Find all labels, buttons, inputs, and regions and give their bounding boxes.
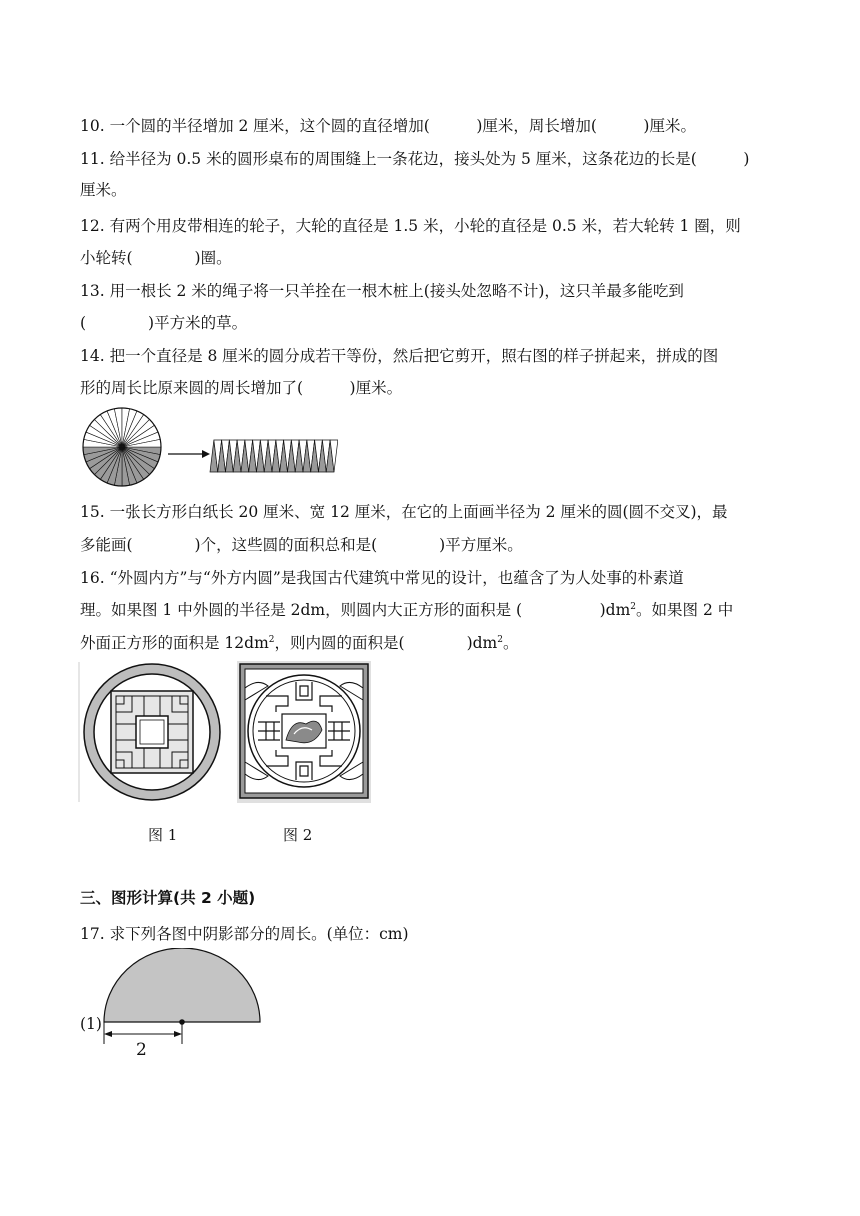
question-14-line2: 形的周长比原来圆的周长增加了( )厘米。 xyxy=(80,379,403,397)
question-17: 17. 求下列各图中阴影部分的周长。(单位：cm) xyxy=(80,925,409,943)
question-16-line1: 16. “外圆内方”与“外方内圆”是我国古代建筑中常见的设计，也蕴含了为人处事的朴素道 xyxy=(80,569,684,587)
question-11-line2: 厘米。 xyxy=(80,181,127,199)
figure-2-square-with-circle xyxy=(236,660,374,804)
question-15-line2: 多能画( )个，这些圆的面积总和是( )平方厘米。 xyxy=(80,536,523,554)
question-15-line1: 15. 一张长方形白纸长 20 厘米、宽 12 厘米，在它的上面画半径为 2 厘米的圆(圆不交叉)，最 xyxy=(80,503,728,521)
figure-1-circle-with-square xyxy=(78,660,224,804)
radius-dimension-label: 2 xyxy=(136,1040,147,1060)
question-11-line1: 11. 给半径为 0.5 米的圆形桌布的周围缝上一条花边，接头处为 5 厘米，这条花边的长是( ) xyxy=(80,150,750,168)
semicircle-figure xyxy=(76,948,266,1060)
question-13-line2: ( )平方米的草。 xyxy=(80,314,248,332)
section-3-title: 三、图形计算(共 2 小题) xyxy=(80,889,256,907)
question-12-line2: 小轮转( )圈。 xyxy=(80,249,232,267)
circle-rearrange-figure xyxy=(76,406,338,488)
q17-sub-label-1: (1) xyxy=(80,1015,102,1033)
question-13-line1: 13. 用一根长 2 米的绳子将一只羊拴在一根木桩上(接头处忽略不计)，这只羊最多能吃到 xyxy=(80,282,684,300)
question-14-line1: 14. 把一个直径是 8 厘米的圆分成若干等份，然后把它剪开，照右图的样子拼起来，拼成的图 xyxy=(80,347,719,365)
question-16-line2: 理。如果图 1 中外圆的半径是 2dm，则圆内大正方形的面积是 ( )$dm^2$。如果图 2 中 xyxy=(80,601,734,619)
question-12-line1: 12. 有两个用皮带相连的轮子，大轮的直径是 1.5 米，小轮的直径是 0.5 米，若大轮转 1 圈，则 xyxy=(80,217,741,235)
figure-2-caption: 图 2 xyxy=(283,826,313,844)
question-10: 10. 一个圆的半径增加 2 厘米，这个圆的直径增加( )厘米，周长增加( )厘米。 xyxy=(80,117,696,135)
question-16-line3: 外面正方形的面积是 $12dm^2$，则内圆的面积是( )$dm^2$。 xyxy=(80,634,519,652)
figure-1-caption: 图 1 xyxy=(148,826,178,844)
